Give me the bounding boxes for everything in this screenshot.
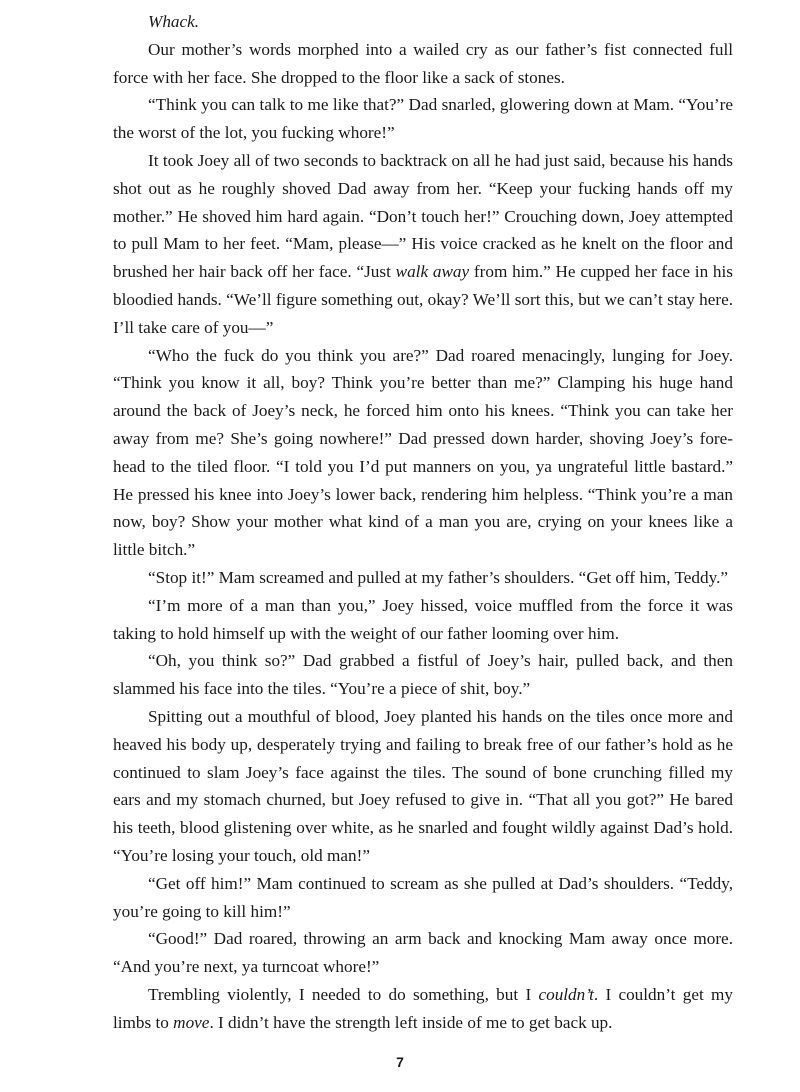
text-run: “Who the fuck do you think you are?” Dad roared menacingly, lunging for Joey. “Think you know it all, boy? Think you’re better than me?” Clamping his huge hand around the back of Joey’s neck, he forced him onto his knees. “Think you can take her away from me? She’s going nowhere!” Dad pressed down harder, shoving Joey’s forehead to the tiled floor. “I told you I’d put manners on you, ya ungrateful little bastard.” He pressed his knee into Joey’s lower back, rendering him helpless. “Think you’re a man now, boy? Show your mother what kind of a man you are, crying on your knees like a little bitch.”	[113, 345, 733, 560]
page-body-text	[113, 8, 733, 1036]
paragraph	[113, 647, 733, 703]
text-run: “Oh, you think so?” Dad grabbed a fistful of Joey’s hair, pulled back, and then slammed his face into the tiles. “You’re a piece of shit, boy.”	[113, 651, 733, 699]
paragraph	[113, 564, 733, 592]
text-run: Spitting out a mouthful of blood, Joey planted his hands on the tiles once more and heaved his body up, desperately trying and failing to break free of our father’s hold as he continued to slam Joey’s face against the tiles. The sound of bone crunching filled my ears and my stomach churned, but Joey refused to give in. “That all you got?” He bared his teeth, blood glistening over white, as he snarled and fought wildly against Dad’s hold. “You’re losing your touch, old man!”	[113, 706, 733, 865]
text-run: “I’m more of a man than you,” Joey hissed, voice muffled from the force it was taking to hold himself up with the weight of our father looming over him.	[113, 595, 733, 643]
italic-text: move	[173, 1012, 210, 1032]
text-run: Our mother’s words morphed into a wailed cry as our father’s fist connected full force with her face. She dropped to the floor like a sack of stones.	[113, 39, 733, 87]
text-run: . I couldn’t get my limbs to	[113, 984, 733, 1032]
paragraph	[113, 147, 733, 342]
text-run: It took Joey all of two seconds to backtrack on all he had just said, because his hands shot out as he roughly shoved Dad away from her. “Keep your fucking hands off my mother.” He shoved him hard again. “Don’t touch her!” Crouching down, Joey attempted to pull Mam to her feet. “Mam, please—” His voice cracked as he knelt on the floor and brushed her hair back off her face. “Just	[113, 150, 733, 282]
paragraph	[113, 592, 733, 648]
text-run: “Good!” Dad roared, throwing an arm back and knocking Mam away once more. “And you’re next, ya turncoat whore!”	[113, 929, 733, 977]
paragraph	[113, 870, 733, 926]
paragraph	[113, 703, 733, 870]
paragraph	[113, 91, 733, 147]
paragraph	[113, 342, 733, 564]
text-run: “Stop it!” Mam screamed and pulled at my father’s shoulders. “Get off him, Teddy.”	[148, 567, 728, 587]
paragraph	[113, 925, 733, 981]
paragraph	[113, 8, 733, 36]
text-run: “Get off him!” Mam continued to scream as she pulled at Dad’s shoulders. “Teddy, you’re going to kill him!”	[113, 873, 733, 921]
text-run: “Think you can talk to me like that?” Dad snarled, glowering down at Mam. “You’re the worst of the lot, you fucking whore!”	[113, 95, 733, 143]
italic-text: walk away	[395, 262, 470, 282]
paragraph	[113, 981, 733, 1037]
text-run: Trembling violently, I needed to do something, but I	[148, 984, 539, 1004]
italic-text: Whack.	[148, 12, 200, 31]
italic-text: couldn’t	[538, 984, 594, 1004]
text-run: . I didn’t have the strength left inside of me to get back up.	[209, 1012, 613, 1032]
text-run: from him.” He cupped her face in his bloodied hands. “We’ll figure something out, okay? We’ll sort this, but we can’t stay here. I’ll take care of you—”	[113, 262, 733, 337]
paragraph	[113, 36, 733, 92]
page-number: 7	[396, 1054, 404, 1070]
